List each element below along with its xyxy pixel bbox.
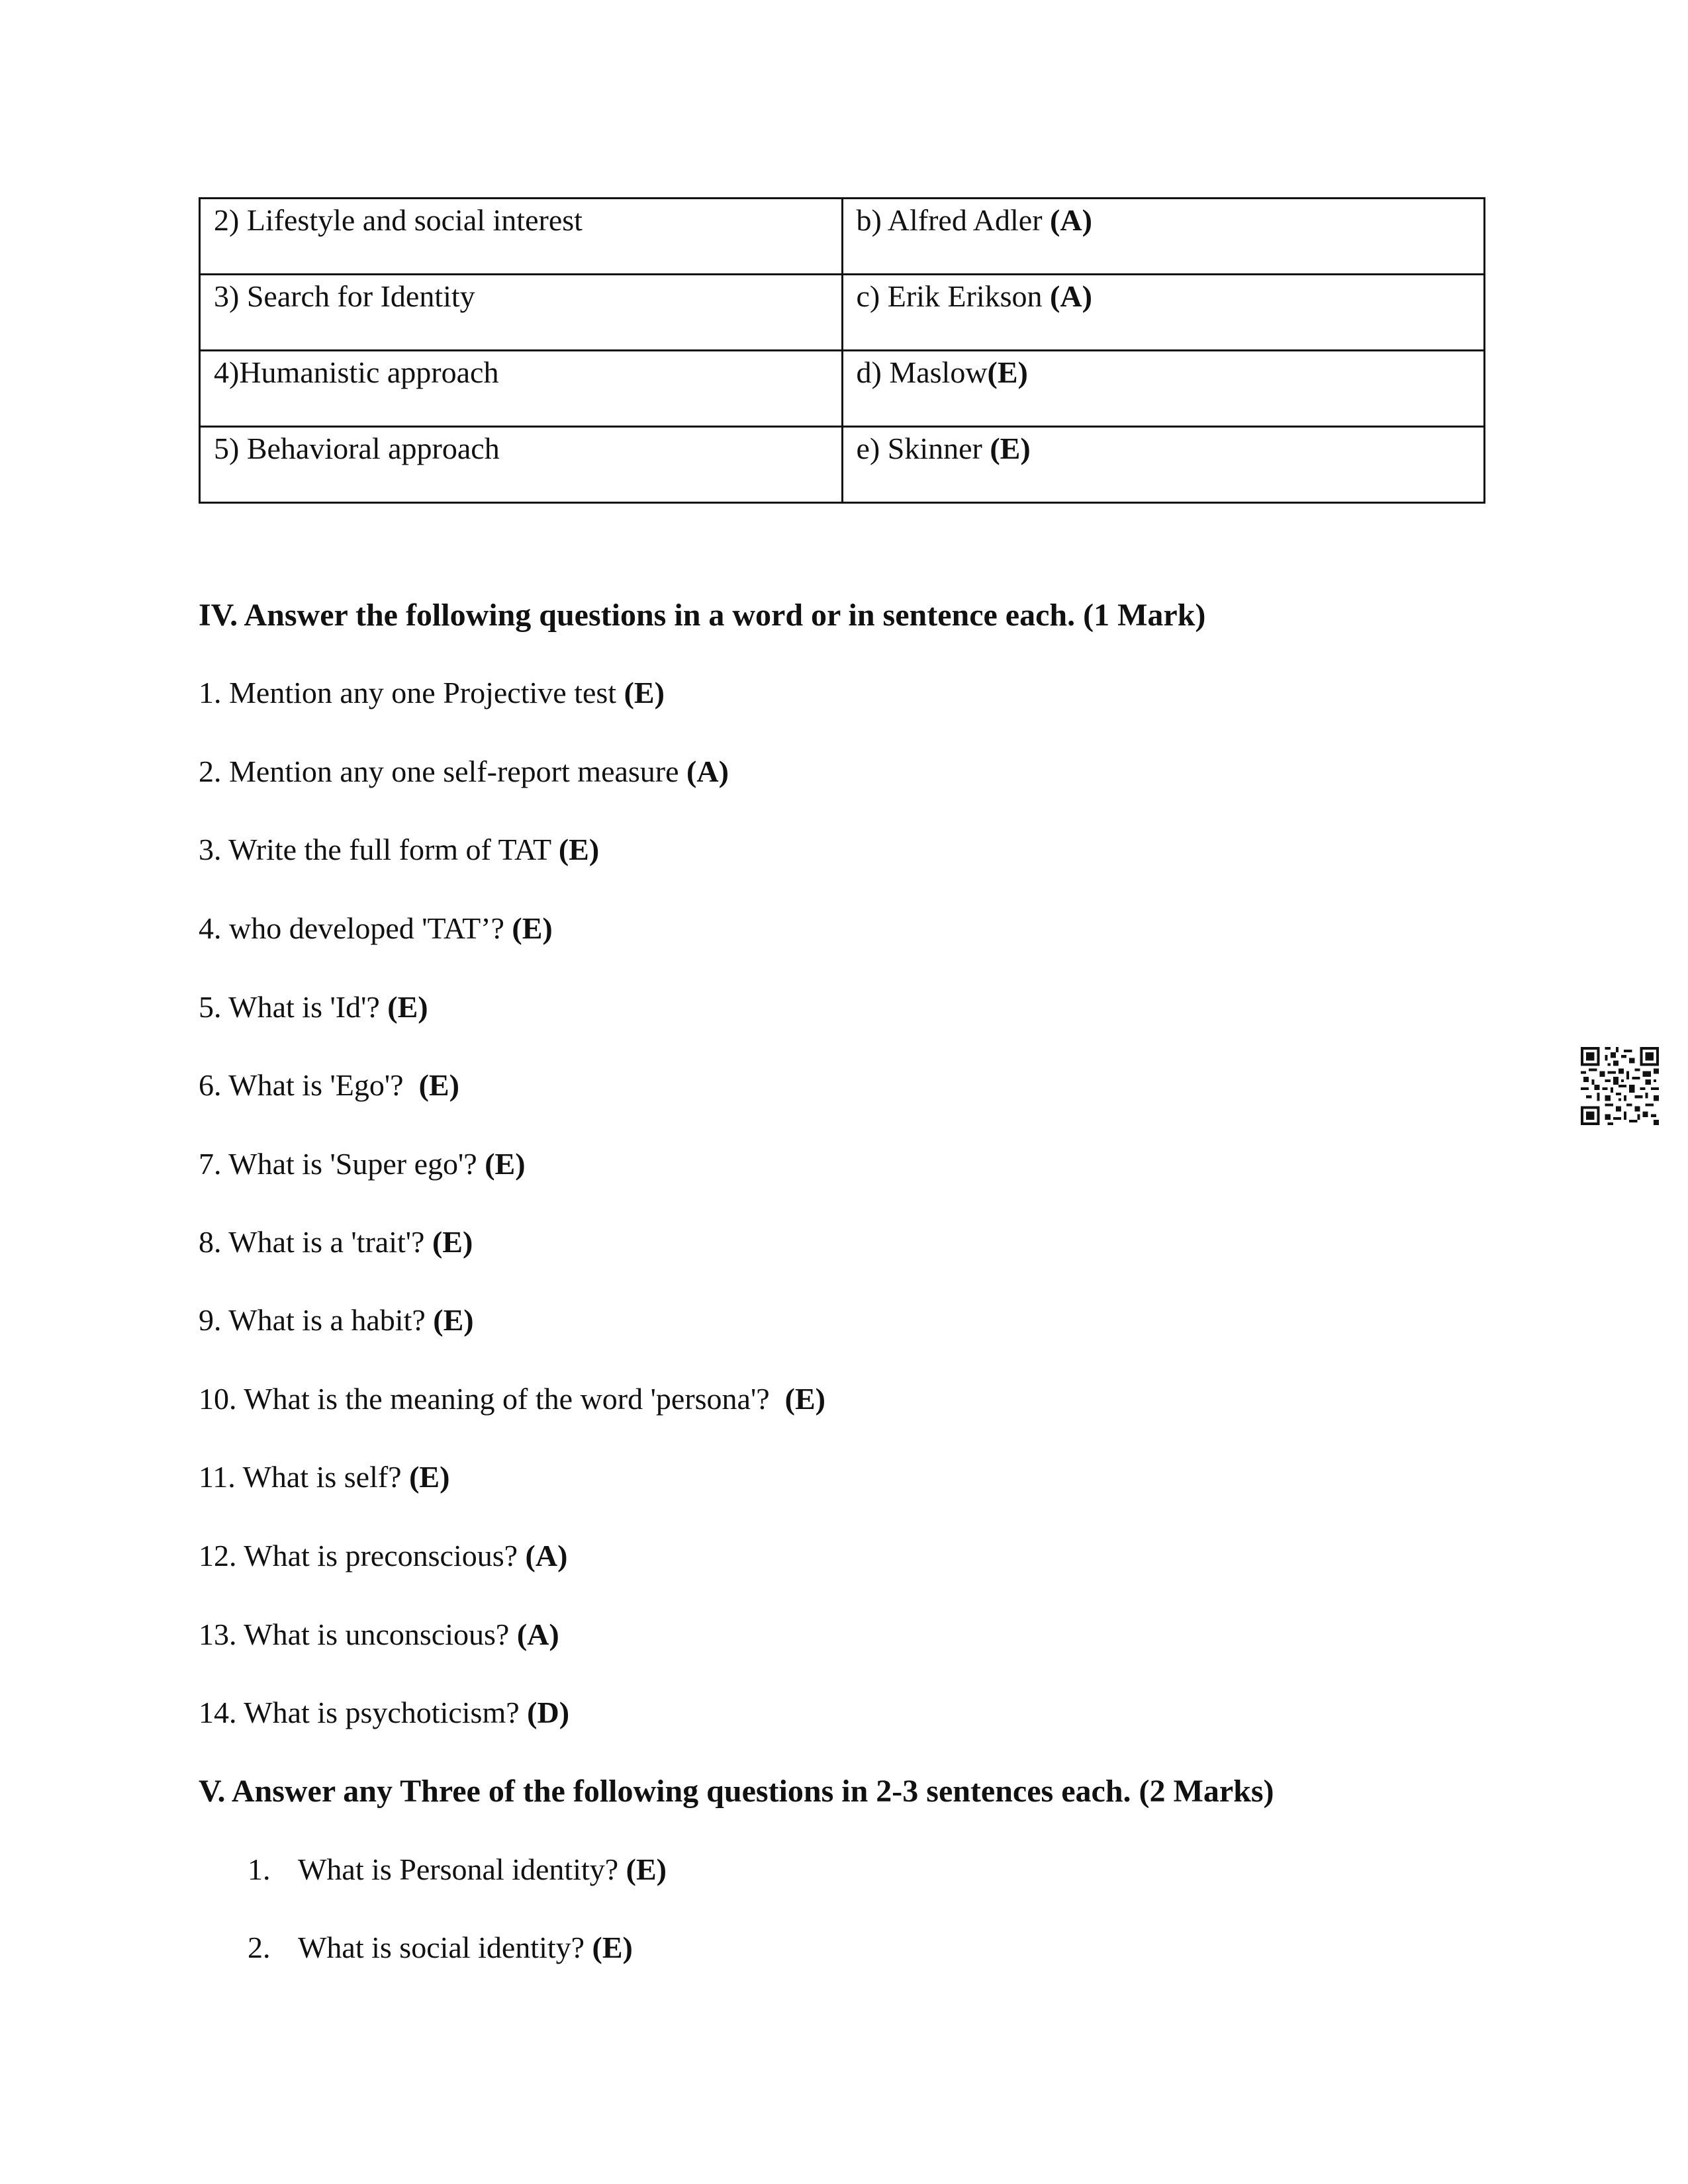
difficulty-tag: (D) <box>527 1696 570 1729</box>
difficulty-tag: (E) <box>784 1382 825 1416</box>
difficulty-tag: (E) <box>418 1068 459 1102</box>
question-item: 1. What is Personal identity? (E) <box>248 1852 667 1886</box>
difficulty-tag: (E) <box>990 432 1031 465</box>
difficulty-tag: (E) <box>626 1852 667 1886</box>
table-row <box>200 351 1485 427</box>
question-item: 10. What is the meaning of the word 'persona'? (E) <box>199 1382 825 1416</box>
question-item: 4. who developed 'TAT’? (E) <box>199 911 553 945</box>
difficulty-tag: (E) <box>512 911 553 945</box>
table-row <box>200 427 1485 503</box>
difficulty-tag: (A) <box>516 1617 559 1651</box>
difficulty-tag: (E) <box>387 990 428 1024</box>
section-v-heading: V. Answer any Three of the following questions in 2-3 sentences each. (2 Marks) <box>199 1774 1274 1809</box>
match-right-cell: e) Skinner (E) <box>842 427 1485 503</box>
table-row <box>200 275 1485 351</box>
difficulty-tag: (E) <box>433 1303 474 1337</box>
question-item: 11. What is self? (E) <box>199 1460 450 1494</box>
match-left-cell: 4)Humanistic approach <box>200 351 843 427</box>
difficulty-tag: (E) <box>592 1931 633 1964</box>
difficulty-tag: (E) <box>624 676 665 709</box>
question-item: 7. What is 'Super ego'? (E) <box>199 1147 526 1181</box>
section-iv-heading: IV. Answer the following questions in a word or in sentence each. (1 Mark) <box>199 598 1206 633</box>
match-table <box>199 197 1485 504</box>
question-item: 3. Write the full form of TAT (E) <box>199 833 600 866</box>
table-row <box>200 199 1485 275</box>
match-left-cell: 5) Behavioral approach <box>200 427 843 503</box>
question-item: 1. Mention any one Projective test (E) <box>199 676 665 709</box>
qr-code-icon <box>1581 1047 1659 1125</box>
match-right-cell: b) Alfred Adler (A) <box>842 199 1485 275</box>
difficulty-tag: (E) <box>558 833 600 866</box>
question-item: 13. What is unconscious? (A) <box>199 1617 559 1651</box>
question-item: 12. What is preconscious? (A) <box>199 1539 568 1572</box>
difficulty-tag: (A) <box>1050 203 1092 237</box>
match-left-cell: 3) Search for Identity <box>200 275 843 351</box>
match-left-cell: 2) Lifestyle and social interest <box>200 199 843 275</box>
difficulty-tag: (A) <box>686 754 729 788</box>
difficulty-tag: (E) <box>987 355 1028 389</box>
question-item: 9. What is a habit? (E) <box>199 1303 474 1337</box>
question-item: 2. What is social identity? (E) <box>248 1931 633 1964</box>
match-right-cell: d) Maslow(E) <box>842 351 1485 427</box>
difficulty-tag: (E) <box>485 1147 526 1181</box>
match-right-cell: c) Erik Erikson (A) <box>842 275 1485 351</box>
question-item: 8. What is a 'trait'? (E) <box>199 1225 473 1259</box>
question-item: 14. What is psychoticism? (D) <box>199 1696 570 1729</box>
difficulty-tag: (E) <box>432 1225 473 1259</box>
difficulty-tag: (A) <box>525 1539 568 1572</box>
question-item: 2. Mention any one self-report measure (A) <box>199 754 729 788</box>
question-item: 6. What is 'Ego'? (E) <box>199 1068 459 1102</box>
difficulty-tag: (A) <box>1050 279 1092 313</box>
difficulty-tag: (E) <box>409 1460 450 1494</box>
question-item: 5. What is 'Id'? (E) <box>199 990 428 1024</box>
